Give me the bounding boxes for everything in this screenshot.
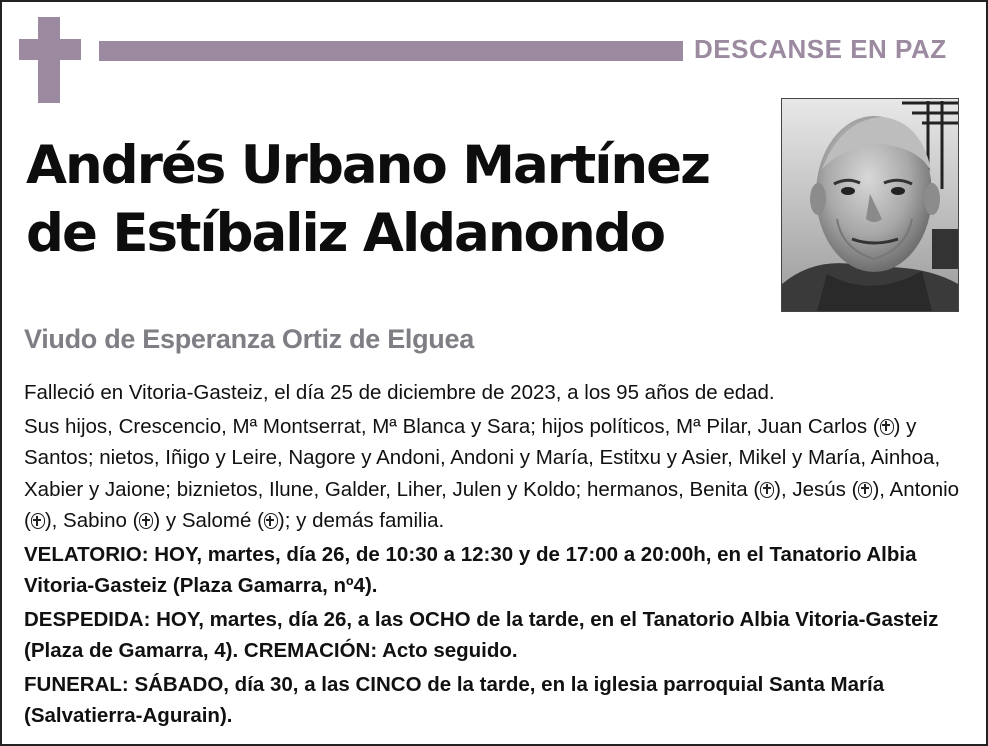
cross-icon xyxy=(264,513,278,529)
cross-icon xyxy=(31,513,45,529)
family-text-6: ) y Salomé ( xyxy=(153,509,264,532)
cross-icon xyxy=(139,513,153,529)
deceased-name-line1: Andrés Urbano Martínez xyxy=(26,135,709,196)
cross-icon xyxy=(858,482,872,498)
relation-line: Viudo de Esperanza Ortiz de Elguea xyxy=(24,324,474,354)
cross-icon-vertical xyxy=(38,17,60,103)
portrait-photo xyxy=(781,98,959,312)
header-label: DESCANSE EN PAZ xyxy=(694,34,947,64)
deceased-name xyxy=(26,132,766,268)
header-bar xyxy=(99,41,683,61)
family-text-4: ), Antonio ( xyxy=(24,477,960,532)
deceased-name-line2: de Estíbaliz Aldanondo xyxy=(26,203,665,264)
family-text-1: Sus hijos, Crescencio, Mª Montserrat, Mª Blanca y Sara; hijos políticos, Mª Pilar, Juan Carlos ( xyxy=(24,414,880,438)
portrait-photo-icon xyxy=(782,99,958,311)
family-text-7: ); y demás familia. xyxy=(277,509,445,532)
family-list xyxy=(24,411,968,537)
despedida-info: DESPEDIDA: HOY, martes, día 26, a las OCHO de la tarde, en el Tanatorio Albia Vitoria-Gasteiz (Plaza de Gamarra, 4). CREMACIÓN: Acto seguido. xyxy=(24,607,939,662)
death-statement: Falleció en Vitoria-Gasteiz, el día 25 de diciembre de 2023, a los 95 años de edad. xyxy=(24,381,775,404)
velatorio-info: VELATORIO: HOY, martes, día 26, de 10:30 a 12:30 y de 17:00 a 20:00h, en el Tanatorio Albia Vitoria-Gasteiz (Plaza Gamarra, nº4). xyxy=(24,542,917,597)
funeral-info: FUNERAL: SÁBADO, día 30, a las CINCO de la tarde, en la iglesia parroquial Santa María (Salvatierra-Agurain). xyxy=(24,672,885,727)
notice-body xyxy=(24,377,968,732)
cross-icon-horizontal xyxy=(19,39,81,60)
cross-icon xyxy=(880,419,894,435)
family-text-2: ) y Santos; nietos, Iñigo y Leire, Nagore y Andoni, Andoni y María, Estitxu y Asier, Mikel y María, Ainhoa, Xabier y Jaione; biznietos, Ilune, Galder, Liher, Julen y Koldo; hermanos, Benita ( xyxy=(24,414,941,501)
family-text-3: ), Jesús ( xyxy=(774,477,859,501)
family-text-5: ), Sabino ( xyxy=(44,509,140,532)
cross-icon xyxy=(760,482,774,498)
